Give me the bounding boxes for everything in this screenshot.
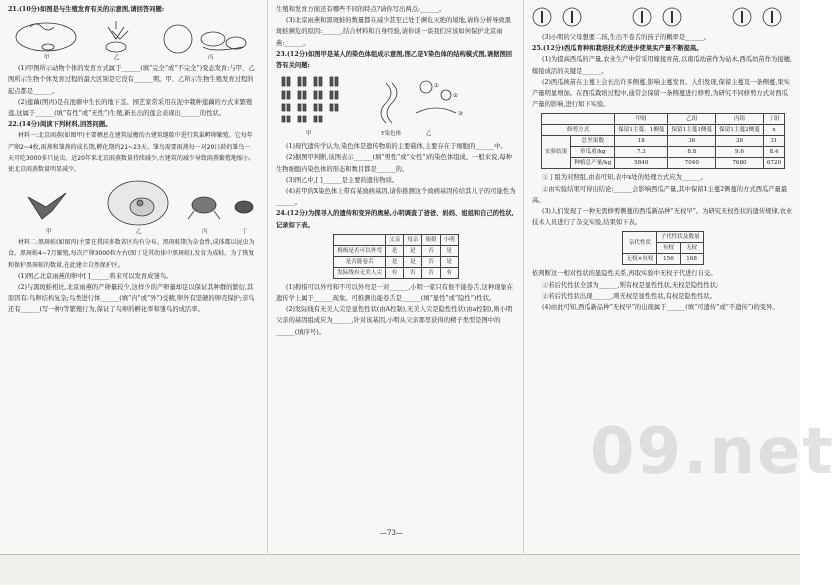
th-group-b: 乙组 (668, 114, 716, 125)
q22-material2: 材料二:黑斑蛙(如图丙)主要在我国多数省区均有分布。黑斑蛙期为杂食性,成体都以昆虫为食。黑斑蛙4~7月繁殖,每次产卵3000粒左右(图丁是其幼体中黑斑蛙),发育为成蛙。为了恢复和保护黑斑蛙的数量,在此建立自然保护区。 (8, 239, 255, 269)
table-row (541, 158, 784, 169)
fig-label-bing: 丙 (208, 55, 214, 62)
q25-part3: ①丁组为对照组,由表可知,表中x处的处理方式应为______。 (542, 174, 707, 182)
th-empty (541, 114, 614, 125)
cell: 是 (404, 245, 422, 256)
q25-part8: ②若后代性状出现______,则无杈是显性性状,有杈是隐性性状。 (542, 292, 717, 300)
q24-part3: (3)小明的父母想要二孩,生出不卷舌的孩子的概率是______。 (542, 34, 711, 41)
table-row (334, 267, 459, 278)
cell: 168 (680, 254, 703, 265)
q25-part7: ①若后代性状全部为______,则有杈是显性性状,无杈是隐性性状; (542, 281, 719, 289)
table-row (334, 245, 459, 256)
q24-part1: (1)拇指可以外弯和不可以外弯是一对______,小明一家只有他不能卷舌,这种现象在遗传学上属于______现象。可推测出能卷舌是______(填“显性”或“隐性”)性状。 (276, 283, 514, 303)
th-unbranched: 无杈 (680, 243, 703, 254)
cross-table (622, 231, 703, 265)
column-right (532, 4, 794, 313)
cell: 是 (385, 245, 403, 256)
q24-heading: 24.(12分)为探寻人的遗传和变异的奥秘,小明调查了爸爸、妈妈、姐姐和自己的性状,记录如下表。 (276, 210, 514, 229)
cell: 7680 (716, 158, 764, 169)
page-number: —73— (380, 529, 403, 537)
gamete-circles (532, 6, 794, 30)
q25-part2: (2)西瓜秧苗在主蔓上会长出许多侧蔓,影响主蔓发育。人们发现,保留主蔓及一条侧蔓,果实产量明显增加。在西瓜栽培过程中,通常会保留一条侧蔓进行修剪,为研究不同修剪方式对西瓜产量的影响,进行如下实验。 (532, 78, 790, 109)
th-xiaoming: 小明 (440, 234, 458, 245)
table-row (541, 136, 784, 147)
cell: 5840 (615, 158, 668, 169)
th-father: 父亲 (385, 234, 403, 245)
th-group-d: 丁组 (763, 114, 784, 125)
cell: 38 (716, 136, 764, 147)
trait-table (333, 234, 459, 279)
fig3-label-2: ② (453, 93, 458, 100)
cell: 保留1主蔓、1侧蔓 (615, 125, 668, 136)
table-header-row (541, 114, 784, 125)
cell: 总坐果数 (571, 136, 615, 147)
cell: 36 (668, 136, 716, 147)
fig3-label-jia: 甲 (306, 131, 312, 138)
q22-heading: 22.(14分)阅读下列材料,回答问题。 (8, 121, 112, 129)
cell: 18 (615, 136, 668, 147)
column-left (8, 4, 256, 316)
fig3-label-y: Y染色体 (381, 131, 402, 138)
row-group-label: 实验结果 (541, 136, 570, 169)
cell: 8.8 (668, 147, 716, 158)
column-divider (523, 0, 524, 553)
q21-part1: (1)甲图所示动物个体的发育方式属于______(填“完全”或“不完全”)变态发育;与甲、乙图所示生物个体发育过程的最大区别是它没有______期。甲、乙所示生物生殖发育过程的起点都是______。 (8, 65, 255, 95)
cell: 是 (440, 245, 458, 256)
cell: 拇指是否可以外弯 (334, 245, 386, 256)
q22-part3: (3)北京雨燕和黑斑蛙的数量都在减少甚至已处于濒危灭绝的境地,请你分析导致黑斑蛙濒危的原因:______,结合材料和自身经验,请你谈一谈我们应该如何保护北京雨燕:______。 (276, 17, 512, 47)
cell: 6720 (763, 158, 784, 169)
q22-material1: 材料一:北京雨燕(如图甲)主要栖息在建筑屋檐的古建筑缝隙中进行筑巢孵卵繁殖。它每年产卵2~4枚,雨燕和雏燕的成长期,孵化期约21~23天。雏鸟需要雨燕每一对20日龄的雏鸟一天可吃3000多只昆虫。近20年来北京雨燕数量持续减少,古建筑的减少导致雨燕繁殖地缩小,使北京雨燕数量明显减少。 (8, 132, 253, 174)
q25-part6: 依判断这一相对性状的显隐性关系,再取实验中无杈子代进行自交。 (532, 270, 717, 278)
cell: 保留1主蔓2侧蔓 (716, 125, 764, 136)
fig3-label-1: ① (434, 83, 439, 90)
q25-part4: ②由实验结果可得出结论:______会影响西瓜产量,其中保留1主蔓2侧蔓的方式西瓜产量最高。 (532, 185, 788, 204)
th-empty (334, 234, 386, 245)
fig2-label-jia: 甲 (46, 229, 52, 236)
cell: 有 (440, 267, 458, 278)
cell: 156 (657, 254, 680, 265)
table-header-row (334, 234, 459, 245)
cell: 7.3 (615, 147, 668, 158)
column-divider (267, 0, 268, 553)
q23-part3: (3)图乙中,[ ]______是主要的遗传物质。 (286, 176, 399, 184)
fig3-label-3: ③ (458, 111, 463, 118)
cell: 单瓜重/kg (571, 147, 615, 158)
fig2-label-ding: 丁 (242, 229, 248, 236)
table-row (541, 147, 784, 158)
cell: 种植总产量/kg (571, 158, 615, 169)
q25-part1: (1)为提高西瓜的产量,农业生产中常采用嫁接育苗,以南瓜幼苗作为砧木,西瓜幼苗作为接穗,嫁接成活的关键是______。 (532, 56, 792, 75)
cell: 31 (763, 136, 784, 147)
q21-part2: (2)莲藕(图丙)是在池塘中生长的地下茎。园艺家常采用在泥中栽种莲藕的方式来繁殖莲,这属于______(填“有性”或“无性”)生殖,新长出的莲会表现出______的性状。 (8, 98, 253, 118)
th-group-c: 丙组 (716, 114, 764, 125)
cell: 发际线有无美人尖 (334, 267, 386, 278)
cell: 是 (440, 256, 458, 267)
fig-label-jia: 甲 (44, 55, 50, 62)
q23-part4: (4)若甲的X染色体上带有某致病基因,请你推测这个致病基因传给其儿子的可能性为______。 (276, 188, 516, 207)
column-middle (276, 4, 516, 338)
cell: 是 (385, 256, 403, 267)
pruning-table (541, 113, 785, 169)
q23-heading: 23.(12分)如图甲是某人的染色体组成示意图,图乙是Y染色体的结构模式图,请据图回答有关问题: (276, 50, 513, 70)
cell: 有 (385, 267, 403, 278)
cell: 9.6 (716, 147, 764, 158)
q22-continued: 生殖和发育方面还有哪些不同的特点?请你写出两点:______。 (276, 6, 446, 13)
gamete-figure (532, 6, 794, 30)
q25-heading: 25.(12分)西瓜育种和栽培技术的进步使果实产量不断提高。 (532, 45, 703, 53)
table-row (334, 256, 459, 267)
q25-part9: (4)由此可知,西瓜新品种“无杈早”的出现属于______(填“可遗传”或“不遗传”)的变异。 (542, 304, 779, 312)
cell: 否 (404, 267, 422, 278)
fig2-label-yi: 乙 (136, 229, 142, 236)
th-mother: 母亲 (404, 234, 422, 245)
th-sister: 姐姐 (422, 234, 440, 245)
watermark: 09.net (590, 415, 835, 489)
th-branched: 有杈 (657, 243, 680, 254)
th-parent: 亲代性状 (623, 232, 657, 254)
q22-part1: (1)图乙北京雨燕的卵中[ ]______将来可以发育成雏鸟。 (18, 272, 173, 280)
q23-part1: (1)现代遗传学认为,染色体是遗传物质的主要载体,主要存在于细胞的______中。 (286, 143, 507, 151)
cell: 无杈×有杈 (623, 254, 657, 265)
table-row (623, 254, 703, 265)
row-label: 修剪方式 (541, 125, 614, 136)
fig-label-yi: 乙 (114, 55, 120, 62)
cell: 保留1主蔓1侧蔓 (668, 125, 716, 136)
fig2-label-bing: 丙 (202, 229, 208, 236)
table-row (541, 125, 784, 136)
cell: 7040 (668, 158, 716, 169)
cell: 是 (404, 256, 422, 267)
th-group-a: 甲组 (615, 114, 668, 125)
q22-figure (8, 177, 256, 235)
q23-part2: (2)据图甲判断,该图表示______(填“男性”或“女性”)的染色体组成。一般来说,每种生物细胞内染色体的形态和数目都是______的。 (276, 154, 512, 173)
cell: 8.4 (763, 147, 784, 158)
cell: x (763, 125, 784, 136)
cell: 否 (422, 256, 440, 267)
fig3-label-yi: 乙 (426, 131, 432, 138)
q23-figure (276, 73, 516, 139)
th-offspring: 子代性状及数量 (657, 232, 703, 243)
q21-figure (8, 17, 256, 61)
page-footer (0, 554, 800, 585)
cell: 是否能卷舌 (334, 256, 386, 267)
q22-part2: (2)与黑斑蛙相比,北京雨燕的产卵量较少,这样少的产卵量却足以保证其种群的繁衍,其原因有:鸟卵结构复杂;鸟类进行体______(填“内”或“外”)受精,卵外有坚硬的卵壳保护;亲鸟还有______(写一种)等繁殖行为,保证了鸟卵的孵化率和雏鸟的成活率。 (8, 284, 255, 314)
q24-part2: (2)发际线有无美人尖是显性性状(由A控制),无美人尖是隐性性状(由a控制),则小明父亲的基因组成应为______,针对该基因,小明从父亲那里获得的精子类型是图中的______(填序号)。 (276, 306, 513, 336)
q21-heading: 21.(10分)如图是与生殖发育有关的示意图,请回答问题: (8, 6, 165, 13)
cell: 否 (422, 245, 440, 256)
q25-part5: (3)人们发现了一种无需修剪侧蔓的西瓜新品种“无杈早”。为研究无杈性状的遗传规律,农业技术人员进行了杂交实验,结果如下表。 (532, 208, 793, 227)
table-header-row (623, 232, 703, 243)
cell: 否 (422, 267, 440, 278)
